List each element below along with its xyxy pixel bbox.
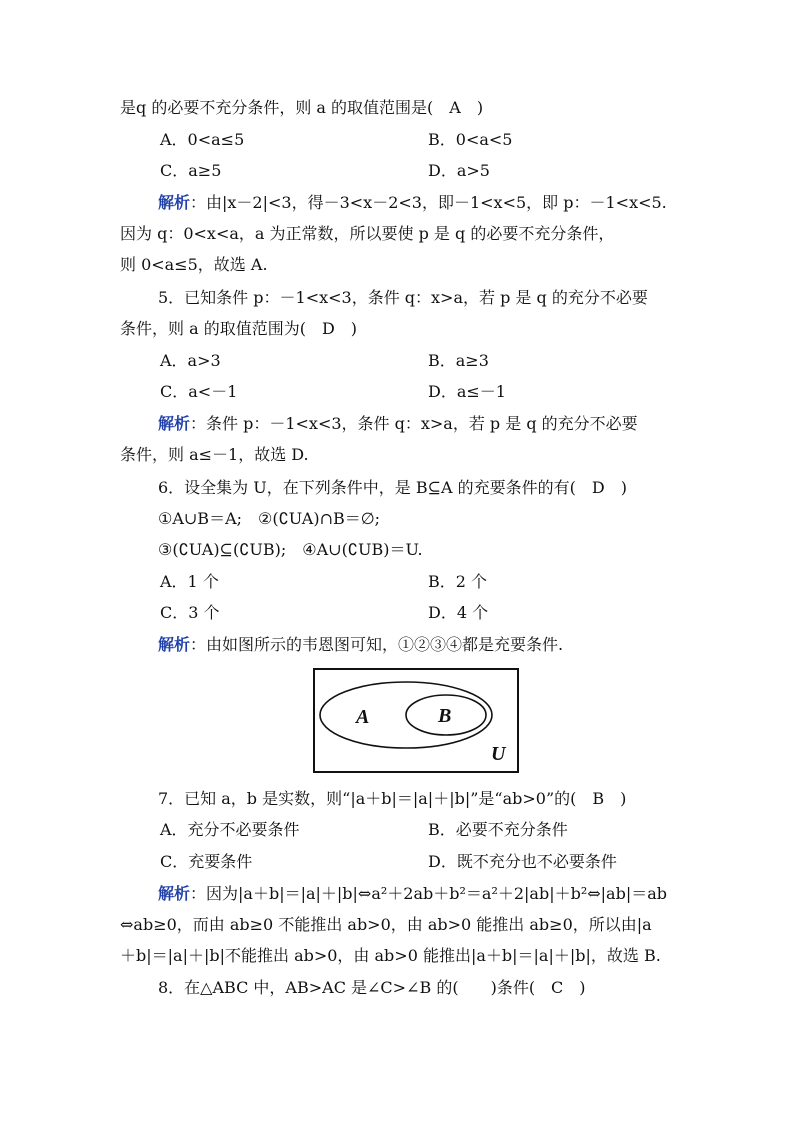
venn-universal-set	[314, 669, 518, 772]
q4-option-c: C．a≥5	[160, 161, 222, 180]
q6-option-c: C．3 个	[160, 603, 220, 622]
q4-option-a: A．0<a≤5	[160, 130, 245, 149]
q5-option-b: B．a≥3	[428, 351, 489, 370]
q7-solution-text-1: ：因为|a＋b|＝|a|＋|b|⇔a²＋2ab＋b²＝a²＋2|ab|＋b²⇔|ab|＝ab	[190, 884, 668, 903]
q6-option-b: B．2 个	[428, 572, 488, 591]
q6-option-d: D．4 个	[428, 603, 489, 622]
solution-label: 解析	[158, 414, 191, 433]
q4-stem-continuation: 是q 的必要不充分条件，则 a 的取值范围是( A )	[120, 98, 484, 117]
q4-solution-line-1	[158, 191, 667, 215]
q7-option-a: A．充分不必要条件	[160, 820, 300, 839]
venn-label-b: B	[438, 705, 452, 727]
q5-stem-line-1: 5．已知条件 p：－1<x<3，条件 q：x>a，若 p 是 q 的充分不必要	[158, 288, 648, 307]
q5-solution-text-1: ：条件 p：－1<x<3，条件 q：x>a，若 p 是 q 的充分不必要	[190, 414, 638, 433]
q4-solution-line-2: 因为 q：0<x<a，a 为正常数，所以要使 p 是 q 的必要不充分条件，	[120, 224, 615, 243]
venn-label-u: U	[491, 743, 506, 765]
q8-stem-line-1: 8．在△ABC 中，AB>AC 是∠C>∠B 的( )条件( C )	[158, 978, 586, 997]
q7-option-c: C．充要条件	[160, 852, 253, 871]
q4-solution-text-1: ：由|x－2|<3，得－3<x－2<3，即－1<x<5，即 p：－1<x<5.	[190, 193, 667, 212]
solution-label: 解析	[158, 884, 191, 903]
q7-option-d: D．既不充分也不必要条件	[428, 852, 617, 871]
venn-label-a: A	[356, 706, 370, 728]
q5-stem-line-2: 条件，则 a 的取值范围为( D )	[120, 319, 358, 338]
venn-diagram	[313, 668, 519, 773]
q6-stem-line-1: 6．设全集为 U，在下列条件中，是 B⊆A 的充要条件的有( D )	[158, 478, 627, 497]
q5-option-d: D．a≤－1	[428, 382, 506, 401]
q4-option-d: D．a>5	[428, 161, 490, 180]
q4-option-b: B．0<a<5	[428, 130, 513, 149]
q5-solution-line-1	[158, 412, 638, 436]
q4-solution-line-3: 则 0<a≤5，故选 A.	[120, 255, 268, 274]
q7-option-b: B．必要不充分条件	[428, 820, 568, 839]
q6-option-a: A．1 个	[160, 572, 219, 591]
q5-solution-line-2: 条件，则 a≤－1，故选 D.	[120, 445, 309, 464]
q7-stem-line-1: 7．已知 a，b 是实数，则“|a＋b|＝|a|＋|b|”是“ab>0”的( B )	[158, 789, 627, 808]
q6-solution-line-1	[158, 633, 563, 657]
q5-option-a: A．a>3	[160, 351, 221, 370]
solution-label: 解析	[158, 193, 191, 212]
q5-option-c: C．a<－1	[160, 382, 238, 401]
q6-conditions-1-2: ①A∪B＝A; ②(∁UA)∩B＝∅;	[158, 509, 381, 528]
q7-solution-line-2: ⇔ab≥0，而由 ab≥0 不能推出 ab>0，由 ab>0 能推出 ab≥0，所以由|a	[120, 915, 652, 934]
q6-conditions-3-4: ③(∁UA)⊆(∁UB); ④A∪(∁UB)＝U.	[158, 540, 423, 559]
solution-label: 解析	[158, 635, 191, 654]
q6-solution-text-1: ：由如图所示的韦恩图可知，①②③④都是充要条件.	[190, 635, 564, 654]
q7-solution-line-3: ＋b|＝|a|＋|b|不能推出 ab>0，由 ab>0 能推出|a＋b|＝|a|＋|b|，故选 B.	[120, 946, 661, 965]
q7-solution-line-1	[158, 882, 667, 906]
